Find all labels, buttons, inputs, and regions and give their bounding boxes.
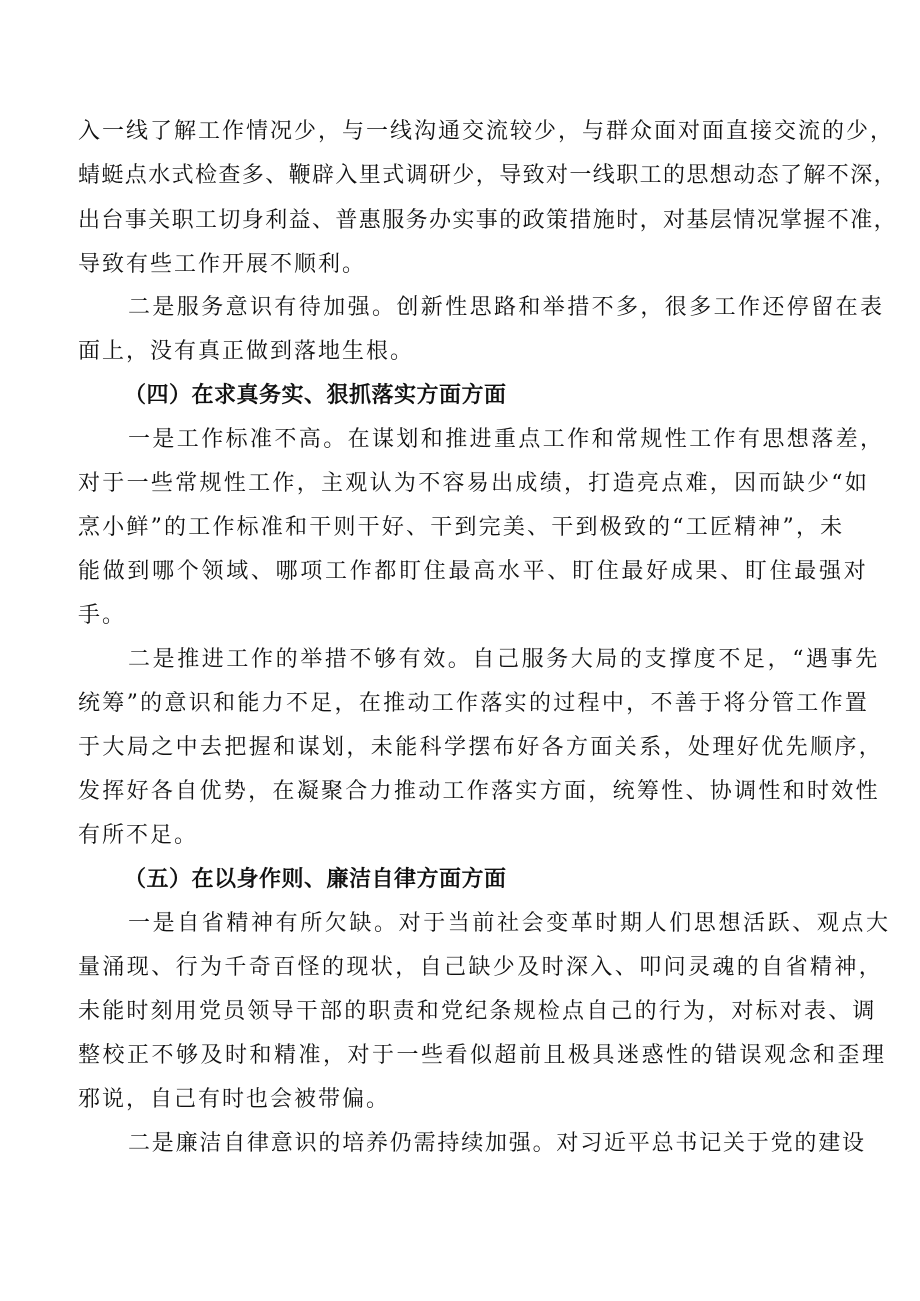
body-text-line: 蜻蜓点水式检查多、鞭辟入里式调研少，导致对一线职工的思想动态了解不深， [78, 163, 898, 188]
paragraph-first-line: 二是推进工作的举措不够有效。自己服务大局的支撑度不足，“遇事先 [128, 647, 880, 672]
body-text-line: 能做到哪个领域、哪项工作都盯住最高水平、盯住最好成果、盯住最强对 [78, 559, 869, 584]
body-text-line: 烹小鲜”的工作标准和干则干好、干到完美、干到极致的“工匠精神”，未 [78, 515, 845, 540]
body-text-line: 整校正不够及时和精准，对于一些看似超前且极具迷惑性的错误观念和歪理 [78, 1043, 887, 1068]
body-text-line: 于大局之中去把握和谋划，未能科学摆布好各方面关系，处理好优先顺序， [78, 735, 884, 760]
paragraph-first-line: 二是服务意识有待加强。创新性思路和举措不多，很多工作还停留在表 [128, 295, 885, 320]
body-text-line: 量涌现、行为千奇百怪的现状，自己缺少及时深入、叩问灵魂的自省精神， [78, 955, 884, 980]
body-text-line: 入一线了解工作情况少，与一线沟通交流较少，与群众面对面直接交流的少， [78, 119, 895, 144]
paragraph-first-line: 一是工作标准不高。在谋划和推进重点工作和常规性工作有思想落差， [128, 427, 885, 452]
paragraph-first-line: 二是廉洁自律意识的培养仍需持续加强。对习近平总书记关于党的建设 [128, 1131, 866, 1156]
body-text-line: 发挥好各自优势，在凝聚合力推动工作落实方面，统筹性、协调性和时效性 [78, 779, 880, 804]
body-text-line: 未能时刻用党员领导干部的职责和党纪条规检点自己的行为，对标对表、调 [78, 999, 877, 1024]
body-text-line: 面上，没有真正做到落地生根。 [78, 339, 415, 364]
body-text-line: 对于一些常规性工作，主观认为不容易出成绩，打造亮点难，因而缺少“如 [78, 471, 870, 496]
body-text-line: 统筹”的意识和能力不足，在推动工作落实的过程中，不善于将分管工作置 [78, 691, 870, 716]
body-text-line: 出台事关职工切身利益、普惠服务办实事的政策措施时，对基层情况掌握不准， [78, 208, 898, 233]
paragraph-first-line: 一是自省精神有所欠缺。对于当前社会变革时期人们思想活跃、观点大 [128, 911, 891, 936]
section-heading: （五）在以身作则、廉洁自律方面方面 [124, 867, 507, 892]
body-text-line: 有所不足。 [78, 823, 199, 848]
body-text-line: 导致有些工作开展不顺利。 [78, 252, 367, 277]
body-text-line: 手。 [78, 603, 127, 628]
body-text-line: 邪说，自己有时也会被带偏。 [78, 1087, 391, 1112]
section-heading: （四）在求真务实、狠抓落实方面方面 [124, 383, 507, 408]
